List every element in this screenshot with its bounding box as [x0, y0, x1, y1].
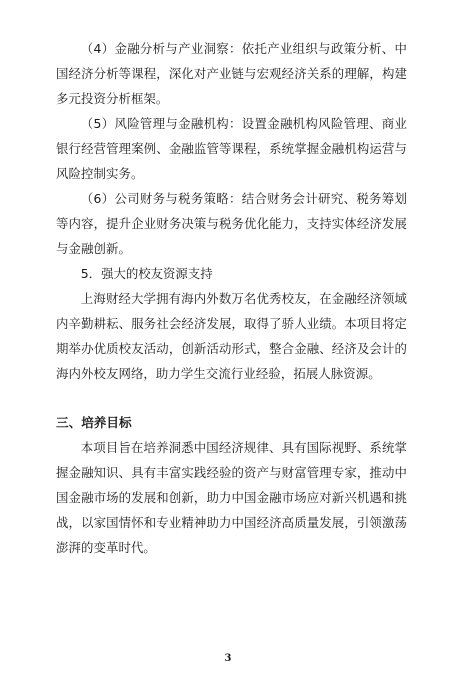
paragraph-corporate-finance: （6）公司财务与税务策略：结合财务会计研究、税务筹划等内容，提升企业财务决策与税务优化能力，支持实体经济发展与金融创新。	[56, 191, 407, 256]
page-content	[56, 36, 407, 560]
section-heading-training-goals: 三、培养目标	[56, 415, 132, 430]
section-gap	[56, 386, 407, 410]
subheading-alumni-resources: 5．强大的校友资源支持	[80, 266, 213, 281]
paragraph-training-goals: 本项目旨在培养洞悉中国经济规律、具有国际视野、系统掌握金融知识、具有丰富实践经验的资产与财富管理专家，推动中国金融市场的发展和创新，助力中国金融市场应对新兴机遇和挑战，以家国情怀和专业精神助力中国经济高质量发展，引领激荡澎湃的变革时代。	[56, 440, 407, 555]
paragraph-risk-management: （5）风险管理与金融机构：设置金融机构风险管理、商业银行经营管理案例、金融监管等课程，系统掌握金融机构运营与风险控制实务。	[56, 116, 407, 181]
page-number: 3	[224, 653, 232, 664]
paragraph-alumni-resources: 上海财经大学拥有海内外数万名优秀校友，在金融经济领域内辛勤耕耘、服务社会经济发展，取得了骄人业绩。本项目将定期举办优质校友活动，创新活动形式，整合金融、经济及会计的海内外校友网络，助力学生交流行业经验，拓展人脉资源。	[56, 291, 407, 381]
paragraph-financial-analysis: （4）金融分析与产业洞察：依托产业组织与政策分析、中国经济分析等课程，深化对产业链与宏观经济关系的理解，构建多元投资分析框架。	[56, 41, 407, 106]
